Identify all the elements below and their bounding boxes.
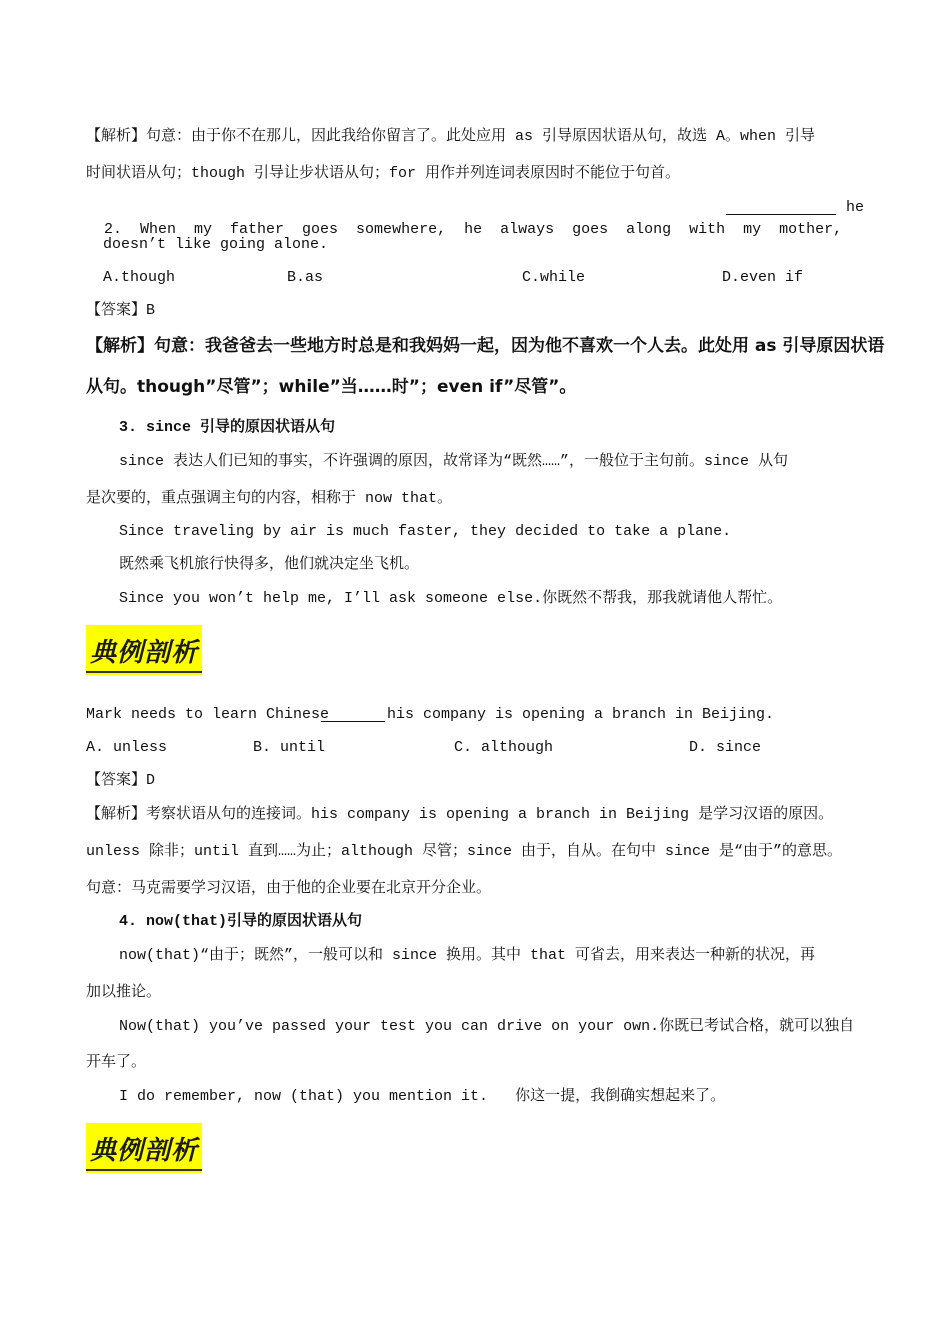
q2-option-b[interactable]: B.as bbox=[287, 269, 324, 286]
section-3-example-1-cn: 既然乘飞机旅行快得多，他们就决定坐飞机。 bbox=[119, 556, 420, 573]
section-3-paragraph-line-1: since 表达人们已知的事实，不许强调的原因，故常译为“既然……”，一般位于主句前。since 从句 bbox=[119, 453, 789, 470]
section-4-example-2: I do remember, now (that) you mention it. 你这一提，我倒确实想起来了。 bbox=[119, 1088, 726, 1105]
example-option-d[interactable]: D. since bbox=[689, 739, 762, 756]
example-option-c[interactable]: C. although bbox=[454, 739, 554, 756]
example-analysis-line-3: 句意：马克需要学习汉语，由于他的企业要在北京开分企业。 bbox=[86, 880, 492, 897]
section-4-paragraph-line-2: 加以推论。 bbox=[86, 984, 162, 1001]
banner-text: 典例剖析 bbox=[89, 1135, 198, 1166]
example-option-b[interactable]: B. until bbox=[253, 739, 326, 756]
example-option-a[interactable]: A. unless bbox=[86, 739, 168, 756]
section-4-example-1-line-2: 开车了。 bbox=[86, 1054, 147, 1071]
q2-option-c[interactable]: C.while bbox=[522, 269, 586, 286]
q2-option-d[interactable]: D.even if bbox=[722, 269, 804, 286]
q2-analysis-line-1: 【解析】句意：我爸爸去一些地方时总是和我妈妈一起，因为他不喜欢一个人去。此处用 as 引导原因状语 bbox=[86, 336, 885, 356]
section-4-paragraph-line-1: now(that)“由于；既然”，一般可以和 since 换用。其中 that 可省去，用来表达一种新的状况，再 bbox=[119, 947, 816, 964]
typical-example-banner-1 bbox=[86, 625, 202, 675]
q2-answer: 【答案】B bbox=[86, 302, 156, 319]
section-3-paragraph-line-2: 是次要的，重点强调主句的内容，相称于 now that。 bbox=[86, 490, 453, 507]
example-analysis-line-2: unless 除非；until 直到……为止；although 尽管；since 由于，自从。在句中 since 是“由于”的意思。 bbox=[86, 843, 843, 860]
section-3-heading: 3. since 引导的原因状语从句 bbox=[119, 419, 336, 436]
section-4-heading: 4. now(that)引导的原因状语从句 bbox=[119, 913, 363, 930]
section-4-example-1-line-1: Now(that) you’ve passed your test you can drive on your own.你既已考试合格，就可以独自 bbox=[119, 1018, 855, 1035]
q2-answer-blank[interactable] bbox=[726, 200, 836, 215]
example-stem-start: Mark needs to learn Chinese bbox=[86, 706, 330, 723]
q2-stem-tail: he bbox=[846, 199, 865, 216]
example-analysis-line-1: 【解析】考察状语从句的连接词。his company is opening a branch in Beijing 是学习汉语的原因。 bbox=[86, 806, 834, 823]
q1-analysis-line-1: 【解析】句意：由于你不在那儿，因此我给你留言了。此处应用 as 引导原因状语从句，故选 A。when 引导 bbox=[86, 128, 816, 145]
q2-stem-text: 2. When my father goes somewhere, he always goes along with my mother, bbox=[104, 221, 843, 238]
example-answer-blank[interactable] bbox=[321, 707, 385, 722]
example-stem-end: his company is opening a branch in Beijing. bbox=[387, 706, 775, 723]
section-3-example-1-en: Since traveling by air is much faster, they decided to take a plane. bbox=[119, 523, 732, 540]
banner-text: 典例剖析 bbox=[89, 637, 198, 668]
typical-example-banner-2 bbox=[86, 1123, 202, 1173]
q1-analysis-line-2: 时间状语从句；though 引导让步状语从句；for 用作并列连词表原因时不能位于句首。 bbox=[86, 165, 681, 182]
q2-option-a[interactable]: A.though bbox=[103, 269, 176, 286]
q2-analysis-line-2: 从句。though”尽管”；while”当……时”；even if”尽管”。 bbox=[86, 377, 577, 397]
q2-stem-line-2: doesn’t like going alone. bbox=[103, 236, 329, 253]
section-3-example-2: Since you won’t help me, I’ll ask someone else.你既然不帮我，那我就请他人帮忙。 bbox=[119, 590, 783, 607]
example-answer: 【答案】D bbox=[86, 772, 156, 789]
